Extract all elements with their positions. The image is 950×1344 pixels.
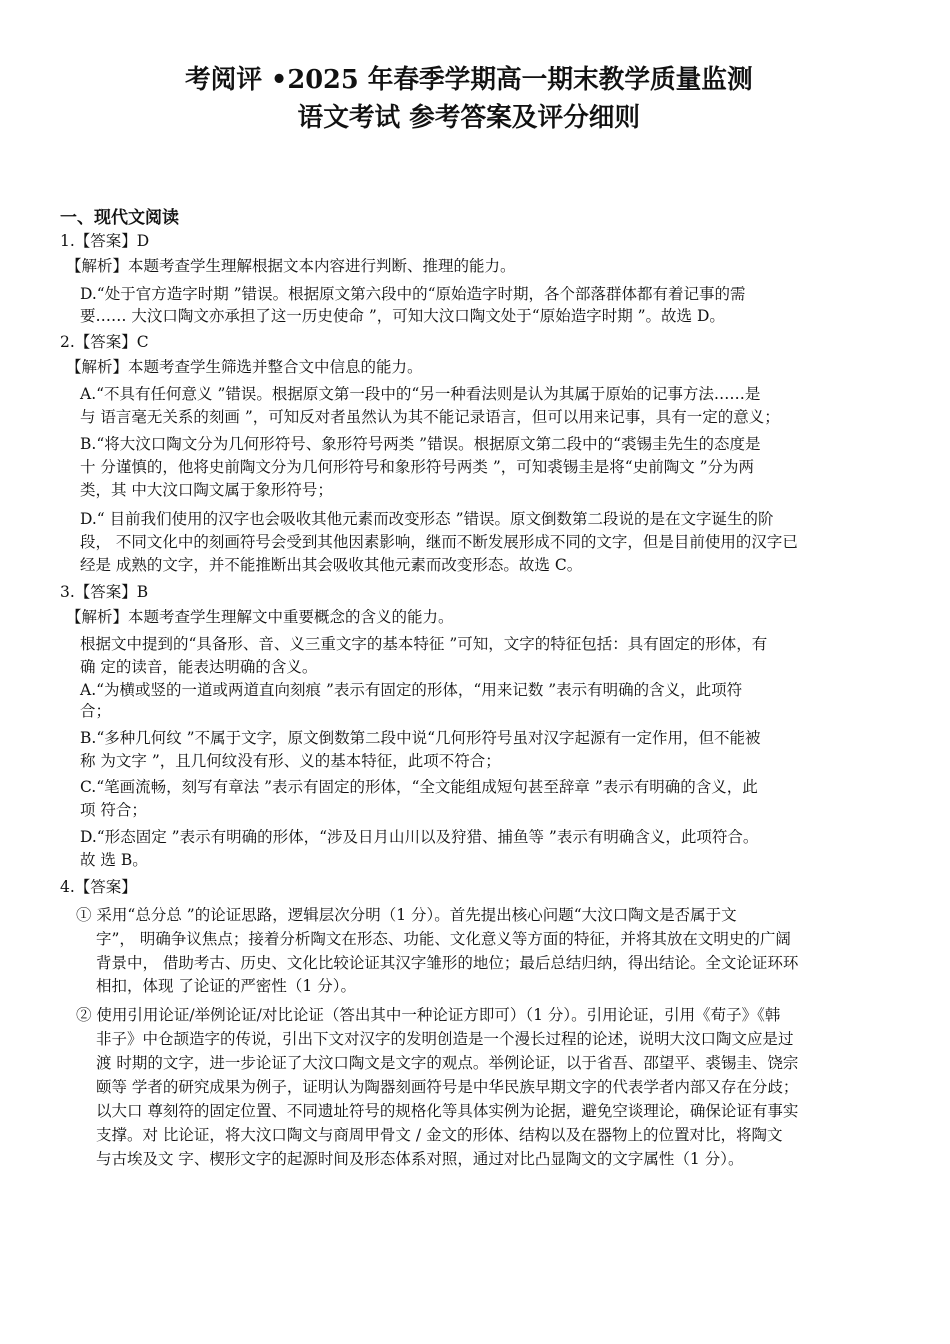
- q4-point2-line: 颐等 学者的研究成果为例子，证明认为陶器刻画符号是中华民族早期文字的代表学者内部又存在分歧；: [96, 1078, 799, 1096]
- q4-point2-line: ② 使用引用论证/举例论证/对比论证（答出其中一种论证方即可）（1 分）。引用论证，引用《荀子》《韩: [76, 1006, 781, 1024]
- q1-answer: 1.【答案】D: [60, 232, 150, 250]
- q3-option-c-line: C.“笔画流畅，刻写有章法 ”表示有固定的形体，“全文能组成短句甚至辞章 ”表示有明确的含义，此: [80, 778, 758, 796]
- q3-option-a-line: A.“为横或竖的一道或两道直向刻痕 ”表示有固定的形体，“用来记数 ”表示有明确的含义，此项符: [80, 681, 743, 699]
- q3-analysis: 【解析】本题考查学生理解文中重要概念的含义的能力。: [66, 608, 454, 626]
- q3-answer: 3.【答案】B: [60, 583, 149, 601]
- page-subtitle: 语文考试 参考答案及评分细则: [297, 103, 641, 133]
- q4-point1-line: 字”， 明确争议焦点；接着分析陶文在形态、功能、文化意义等方面的特征，并将其放在文明史的广阔: [96, 930, 791, 948]
- q2-option-d-line: 经是 成熟的文字，并不能推断出其会吸收其他元素而改变形态。故选 C。: [80, 556, 583, 574]
- q2-option-b-line: B.“将大汶口陶文分为几何形符号、象形符号两类 ”错误。根据原文第二段中的“裘锡圭先生的态度是: [80, 435, 761, 453]
- q1-option-d-line: 要…… 大汶口陶文亦承担了这一历史使命 ”，可知大汶口陶文处于“原始造字时期 ”。故选 D。: [80, 307, 725, 325]
- q2-option-b-line: 十 分谨慎的，他将史前陶文分为几何形符号和象形符号两类 ”，可知裘锡圭是将“史前陶文 ”分为两: [80, 458, 755, 476]
- q4-point2-line: 以大口 尊刻符的固定位置、不同遗址符号的规格化等具体实例为论据，避免空谈理论，确保论证有事实: [96, 1102, 799, 1120]
- q3-option-d-line: D.“形态固定 ”表示有明确的形体，“涉及日月山川以及狩猎、捕鱼等 ”表示有明确含义，此项符合。: [80, 828, 759, 846]
- q3-option-c-line: 项 符合；: [80, 801, 147, 819]
- q2-analysis: 【解析】本题考查学生筛选并整合文中信息的能力。: [66, 358, 423, 376]
- q4-point1-line: 相扣，体现 了论证的严密性（1 分）。: [96, 977, 356, 995]
- q4-point2-line: 与古埃及文 字、楔形文字的起源时间及形态体系对照，通过对比凸显陶文的文字属性（1 分）。: [96, 1150, 744, 1168]
- q3-option-b-line: B.“多种几何纹 ”不属于文字，原文倒数第二段中说“几何形符号虽对汉字起源有一定作用，但不能被: [80, 729, 761, 747]
- q3-option-d-line: 故 选 B。: [80, 851, 148, 869]
- q2-option-a-line: A.“不具有任何意义 ”错误。根据原文第一段中的“另一种看法则是认为其属于原始的记事方法……是: [80, 385, 761, 403]
- q4-point1-line: ① 采用“总分总 ”的论证思路，逻辑层次分明（1 分）。首先提出核心问题“大汶口陶文是否属于文: [76, 906, 737, 924]
- q4-point2-line: 非子》中仓颉造字的传说，引出下文对汉字的发明创造是一个漫长过程的论述，说明大汶口陶文应是过: [96, 1030, 794, 1048]
- q2-answer: 2.【答案】C: [60, 333, 149, 351]
- section-heading: 一、现代文阅读: [60, 208, 179, 228]
- q2-option-b-line: 类，其 中大汶口陶文属于象形符号；: [80, 481, 333, 499]
- q3-option-b-line: 称 为文字 ”，且几何纹没有形、义的基本特征，此项不符合；: [80, 752, 501, 770]
- q1-analysis: 【解析】本题考查学生理解根据文本内容进行判断、推理的能力。: [66, 257, 516, 275]
- q3-intro-line: 根据文中提到的“具备形、音、义三重文字的基本特征 ”可知，文字的特征包括：具有固定的形体，有: [80, 635, 768, 653]
- q1-option-d-line: D.“处于官方造字时期 ”错误。根据原文第六段中的“原始造字时期，各个部落群体都有着记事的需: [80, 285, 746, 303]
- q3-intro-line: 确 定的读音，能表达明确的含义。: [80, 658, 318, 676]
- q2-option-d-line: 段， 不同文化中的刻画符号会受到其他因素影响，继而不断发展形成不同的文字，但是目前使用的汉字已: [80, 533, 798, 551]
- q4-answer: 4.【答案】: [60, 878, 137, 896]
- q2-option-a-line: 与 语言毫无关系的刻画 ”，可知反对者虽然认为其不能记录语言，但可以用来记事，具有一定的意义；: [80, 408, 780, 426]
- q4-point2-line: 渡 时期的文字，进一步论证了大汶口陶文是文字的观点。举例论证，以于省吾、邵望平、裘锡圭、饶宗: [96, 1054, 799, 1072]
- page-title: 考阅评 •2025 年春季学期高一期末教学质量监测: [185, 65, 753, 95]
- q2-option-d-line: D.“ 目前我们使用的汉字也会吸收其他元素而改变形态 ”错误。原文倒数第二段说的是在文字诞生的阶: [80, 510, 774, 528]
- q4-point1-line: 背景中， 借助考古、历史、文化比较论证其汉字雏形的地位；最后总结归纳，得出结论。全文论证环环: [96, 954, 799, 972]
- q4-point2-line: 支撑。对 比论证，将大汶口陶文与商周甲骨文 / 金文的形体、结构以及在器物上的位置对比，将陶文: [96, 1126, 783, 1144]
- q3-option-a-line: 合；: [80, 702, 112, 720]
